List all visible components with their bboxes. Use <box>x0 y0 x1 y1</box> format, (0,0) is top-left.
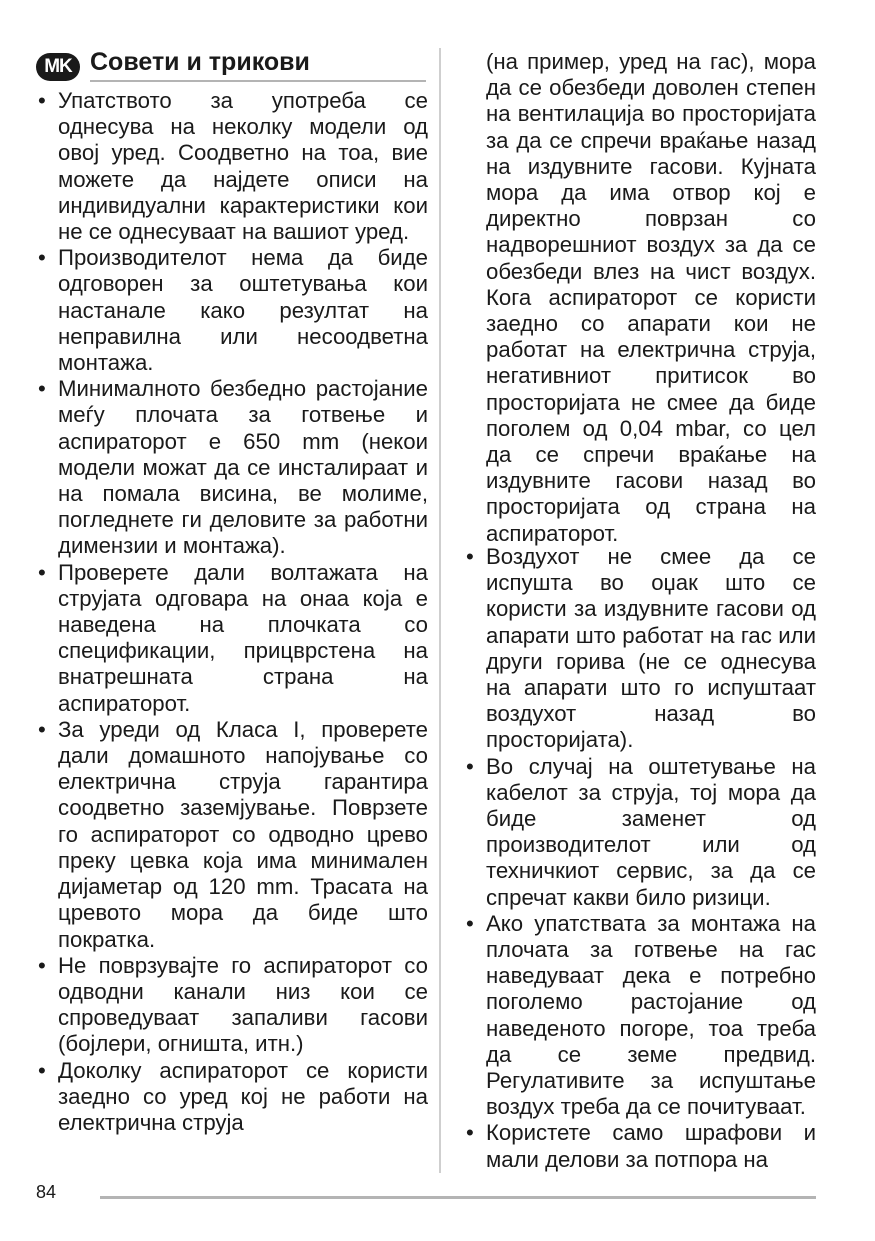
footer-rule <box>100 1196 816 1199</box>
list-item: • Ако упатствата за монтажа на плочата за готвење на гас наведуваат дека е потребно поголемо растојание од наведеното погоре, тоа треба да се земе предвид. Регулативите за испуштање воздух треба да се почитуваат. <box>466 910 816 1120</box>
list-item: • Производителот нема да биде одговорен за оштетувања кои настанале како резултат на неправилна или несоодветна монтажа. <box>38 245 428 376</box>
left-bullet-list <box>36 88 428 1136</box>
bullet-icon: • <box>38 88 46 113</box>
list-item: • Користете само шрафови и мали делови за потпора на <box>466 1120 816 1172</box>
bullet-icon: • <box>38 716 46 742</box>
section-heading <box>36 46 428 82</box>
bullet-icon: • <box>466 1120 474 1146</box>
bullet-icon: • <box>38 1057 46 1083</box>
page-title: Совети и трикови <box>90 48 310 76</box>
bullet-icon: • <box>38 559 46 585</box>
list-item: • Минималното безбедно растојание меѓу плочата за готвење и аспираторот е 650 mm (некои модели можат да се инсталираат и на помала висина, ве молиме, погледнете ги деловите за работни димензии и монтажа). <box>38 376 428 559</box>
bullet-icon: • <box>38 245 46 271</box>
bullet-icon: • <box>466 753 474 779</box>
bullet-icon: • <box>466 544 474 569</box>
language-badge: MK <box>36 53 80 81</box>
bullet-icon: • <box>466 910 474 936</box>
list-item: • За уреди од Класа I, проверете дали домашното напојување со електрична струја гарантира соодветно заземјување. Поврзете го аспираторот со одводно црево преку цевка која има минимален дијаметар од 120 mm. Трасата на цревото мора да биде што пократка. <box>38 716 428 952</box>
page-number: 84 <box>36 1182 57 1202</box>
list-item: • Доколку аспираторот се користи заедно со уред кој не работи на електрична струја <box>38 1057 428 1135</box>
continued-paragraph: (на пример, уред на гас), мора да се обезбеди доволен степен на вентилација во просторијата за да се спречи враќање назад на издувните гасови. Кујната мора да има отвор кој е директно поврзан со надворешниот воздух за да се обезбеди влез на чист воздух. Кога аспираторот се користи заедно со апарати кои не работат на електрична струја, негативниот притисок во просторијата не смее да биде поголем од 0,04 mbar, со цел да се спречи враќање на издувните гасови назад во просторијата од страна на аспираторот. <box>486 49 816 546</box>
list-item: • Воздухот не смее да се испушта во оџак што се користи за издувните гасови од апарати што работат на гас или други горива (не се однесува на апарати што го испуштаат воздухот назад во просторијата). <box>466 544 816 753</box>
list-item: • Не поврзувајте го аспираторот со одводни канали низ кои се спроведуваат запаливи гасови (бојлери, огништа, итн.) <box>38 952 428 1057</box>
bullet-icon: • <box>38 376 46 402</box>
bullet-icon: • <box>38 952 46 978</box>
list-item: • Проверете дали волтажата на струјата одговара на онаа која е наведена на плочката со спецификации, прицврстена на внатрешната страна на аспираторот. <box>38 559 428 716</box>
right-bullet-list <box>464 544 816 1173</box>
list-item: • Упатството за употреба се однесува на неколку модели од овој уред. Соодветно на тоа, вие можете да најдете описи на индивидуални карактеристики кои не се однесуваат на вашиот уред. <box>38 88 428 245</box>
list-item: • Во случај на оштетување на кабелот за струја, тој мора да биде заменет од производителот или од техничкиот сервис, за да се спречат какви било ризици. <box>466 753 816 910</box>
column-divider <box>439 48 441 1173</box>
heading-underline <box>90 80 426 82</box>
